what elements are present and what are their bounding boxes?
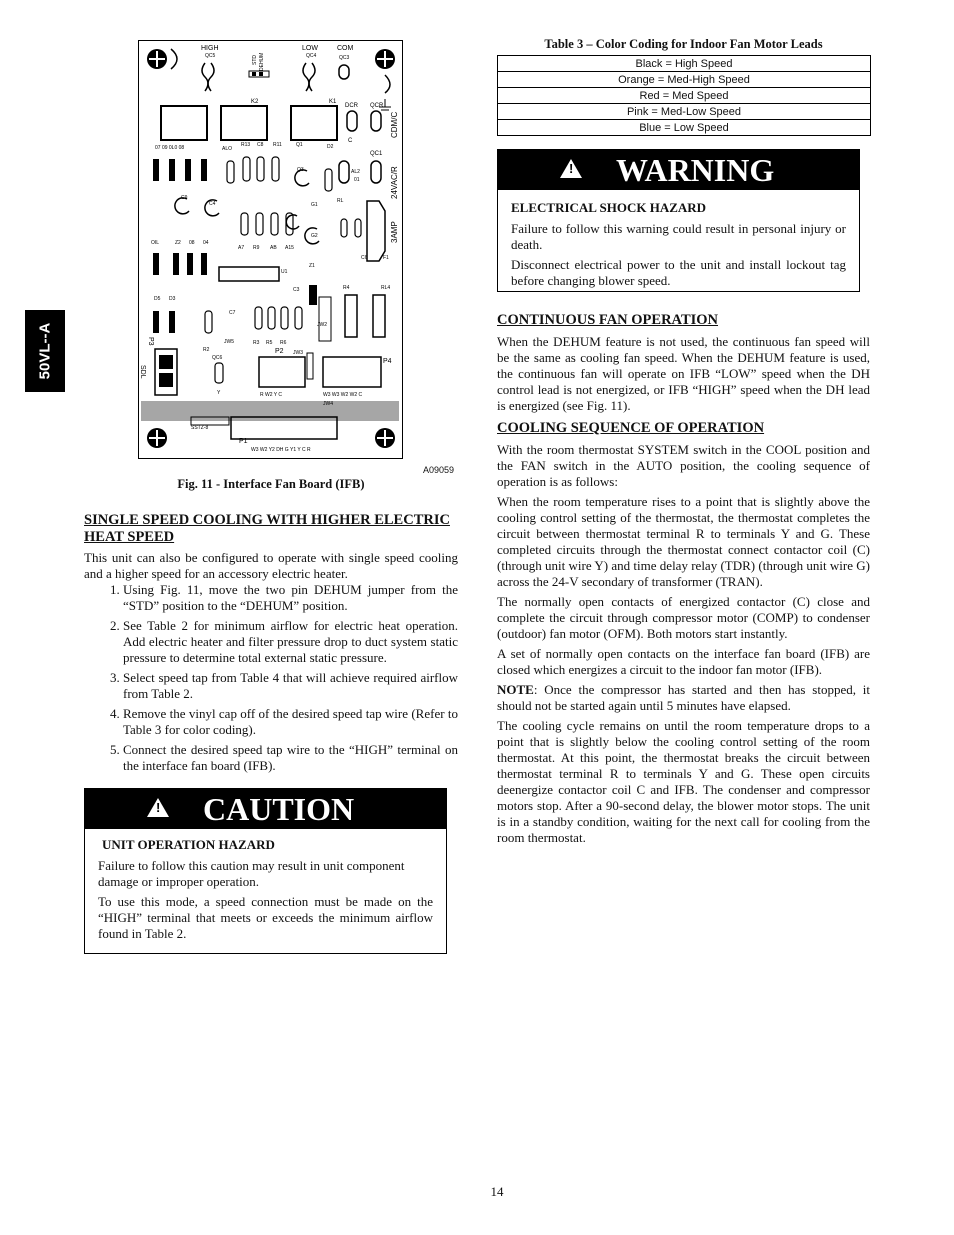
mount-hole-icon: [375, 49, 395, 93]
label-r3: R3: [253, 340, 260, 346]
table-cell: Orange = Med-High Speed: [498, 72, 871, 88]
step-item: 1. Using Fig. 11, move the two pin DEHUM jumper from the “STD” position to the “DEHUM” position.: [123, 582, 458, 614]
label-rl4: RL4: [381, 285, 391, 291]
note-para: [497, 682, 870, 714]
single-speed-heading: SINGLE SPEED COOLING WITH HIGHER ELECTRIC HEAT SPEED: [84, 512, 450, 545]
label-p1pins: W3 W2 Y2 DH G Y1 Y C R: [251, 447, 311, 453]
label-c6: C6: [361, 255, 368, 261]
label-com: COM: [337, 45, 354, 52]
table-row: [498, 88, 871, 104]
label-jw2: JW2: [317, 322, 327, 328]
label-a15: A15: [285, 245, 294, 251]
caution-hazard: UNIT OPERATION HAZARD: [102, 837, 275, 852]
label-toprow: 07 09 0L0 08: [155, 145, 185, 151]
cooling-heading: COOLING SEQUENCE OF OPERATION: [497, 420, 765, 436]
label-qc1: QC1: [370, 151, 383, 157]
figure-ifb: [138, 40, 403, 459]
label-low: LOW: [302, 45, 318, 52]
label-p3: P3: [147, 337, 154, 346]
table-cell: Blue = Low Speed: [498, 120, 871, 136]
label-qc5: QC5: [205, 53, 216, 59]
single-speed-steps: [84, 582, 458, 774]
label-qc4: QC4: [306, 53, 317, 59]
label-u1: U1: [281, 269, 288, 275]
table-title: Table 3 – Color Coding for Indoor Fan Motor Leads: [544, 37, 823, 51]
label-g2: G2: [311, 233, 318, 239]
label-r9: R9: [253, 245, 260, 251]
label-o1: 01: [354, 177, 360, 183]
label-r2: R2: [203, 347, 210, 353]
table-cell: Black = High Speed: [498, 56, 871, 72]
label-alo: ALO: [222, 146, 233, 152]
step-item: 4. Remove the vinyl cap off of the desired speed tap wire (Refer to Table 3 for color coding).: [123, 706, 458, 738]
cooling-final-para: The cooling cycle remains on until the room temperature drops to a point that is slightly below the cooling control setting of the room thermostat. At this point, the thermostat breaks the circuit between thermostat terminal R to terminals Y and G. These open circuits deenergize contactor coil C and IFB. The condenser and compressor motors stop. After a 90-second delay, the blower motor stops. The unit is in a standby condition, waiting for the next call for cooling from the room thermostat.: [497, 718, 870, 845]
warning-triangle-icon: !: [560, 159, 582, 178]
label-r6: R6: [280, 340, 287, 346]
mount-hole-icon: [147, 49, 177, 69]
label-rl: RL: [337, 198, 344, 204]
caution-text-2: To use this mode, a speed connection must be made on the “HIGH” terminal that meets or exceeds the minimum airflow found in Table 2.: [98, 894, 433, 941]
label-dehum: DEHUM: [259, 52, 265, 71]
note-text: : Once the compressor has started and then has stopped, it should not be started again until 5 minutes have elapsed.: [497, 682, 870, 713]
label-c9: C9: [181, 195, 188, 201]
label-g1: G1: [311, 202, 318, 208]
label-q3: Q3: [297, 167, 304, 173]
step-item: 2. See Table 2 for minimum airflow for electric heat operation. Add electric heater and filter pressure drop to duct system static pressure to determine total external static pressure.: [123, 618, 458, 666]
label-ab: AB: [270, 245, 277, 251]
label-d3: D3: [169, 296, 176, 302]
label-qc6: QC6: [212, 355, 223, 361]
label-sstz: SSTZ-8: [191, 425, 209, 431]
fan-heading: CONTINUOUS FAN OPERATION: [497, 312, 719, 328]
label-oil: OIL: [151, 240, 160, 246]
warning-box: [497, 149, 860, 292]
label-cdmc: CDM/C: [390, 111, 399, 138]
label-p2pins: R W2 Y C: [260, 392, 283, 398]
label-f1: F1: [383, 255, 389, 261]
caution-text-1: Failure to follow this caution may result in unit component damage or improper operation.: [98, 858, 405, 889]
caution-title: CAUTION: [203, 791, 355, 827]
fan-text: When the DEHUM feature is not used, the continuous fan speed will be the same as cooling fan speed. When the DEHUM feature is used, the continuous fan will operate on IFB “LOW” speed when the DH control lead is not energized, or IFB “HIGH” speed when the DH lead is energized (see Fig. 11).: [497, 334, 870, 413]
label-amp: 3AMP: [390, 221, 399, 243]
table-row: [498, 56, 871, 72]
page-number: 14: [490, 1184, 504, 1199]
label-y: Y: [217, 390, 221, 396]
table-cell: Pink = Med-Low Speed: [498, 104, 871, 120]
label-p4pins: W3 W3 W2 W2 C: [323, 392, 363, 398]
cooling-para: With the room thermostat SYSTEM switch in the COOL position and the FAN switch in the AUTO position, the cooling sequence of operation is as follows:: [497, 442, 870, 489]
label-c7: C7: [229, 310, 236, 316]
label-q1: Q1: [296, 142, 303, 148]
label-std: STD: [252, 55, 258, 65]
label-d5: D5: [154, 296, 161, 302]
side-tab: [25, 310, 65, 392]
label-al2: AL2: [351, 169, 360, 175]
label-qc3: QC3: [339, 55, 350, 61]
mount-hole-icon: [375, 428, 395, 448]
single-speed-intro: This unit can also be configured to operate with single speed cooling and a higher speed for an accessory electric heater.: [84, 550, 458, 581]
label-p1: P1: [239, 438, 248, 445]
label-d2: D2: [327, 144, 334, 150]
color-coding-table: [497, 55, 871, 136]
cooling-para: The normally open contacts of energized contactor (C) close and complete the circuit through compressor motor (COMP) to condenser (outdoor) fan motor (OFM). Both motors start instantly.: [497, 594, 870, 641]
label-c4: C4: [209, 201, 216, 207]
label-r13: R13: [241, 142, 251, 148]
table-row: [498, 104, 871, 120]
label-r5: R5: [266, 340, 273, 346]
label-z1: Z1: [309, 263, 315, 269]
label-vac: 24VAC/R: [390, 166, 399, 199]
label-dcr: DCR: [345, 103, 358, 109]
warning-title: WARNING: [616, 152, 775, 188]
label-jw3: JW3: [293, 350, 303, 356]
label-r11: R11: [273, 142, 282, 148]
figure-code: A09059: [423, 465, 455, 475]
cooling-para: When the room temperature rises to a point that is slightly above the cooling control setting of the thermostat, the thermostat completes the circuit between thermostat terminal R to terminals Y and G. These completed circuits through the thermostat connect contactor coil (C) (through unit wire Y) and time delay relay (TDR) (through unit wire G) across the 24-V secondary of transformer (TRAN).: [497, 494, 870, 589]
label-a7: A7: [238, 245, 245, 251]
table-row: [498, 72, 871, 88]
warning-hazard: ELECTRICAL SHOCK HAZARD: [511, 200, 707, 215]
mount-hole-icon: [147, 428, 167, 448]
label-k1: K1: [329, 99, 337, 105]
table-row: [498, 120, 871, 136]
label-jw4: JW4: [323, 401, 333, 407]
figure-caption: Fig. 11 - Interface Fan Board (IFB): [177, 477, 365, 491]
step-item: 5. Connect the desired speed tap wire to the “HIGH” terminal on the interface fan board (IFB).: [123, 742, 458, 774]
label-k2: K2: [251, 99, 259, 105]
label-high: HIGH: [201, 45, 219, 52]
single-speed-section: [84, 512, 458, 778]
label-p4: P4: [383, 358, 392, 365]
note-label: NOTE: [497, 682, 534, 697]
caution-bar: [85, 789, 446, 829]
cooling-para: A set of normally open contacts on the interface fan board (IFB) are closed which energizes a circuit to the indoor fan motor (IFB).: [497, 646, 870, 677]
label-qcr: QCR: [370, 103, 384, 109]
warning-text-2: Disconnect electrical power to the unit and install lockout tag before changing blower speed.: [511, 257, 846, 288]
operation-section: [497, 312, 870, 850]
warning-triangle-icon: !: [147, 798, 169, 817]
label-z2: Z2: [175, 240, 181, 246]
step-item: 3. Select speed tap from Table 4 that will achieve required airflow from Table 2.: [123, 670, 458, 702]
label-sdl: SDL: [139, 365, 146, 379]
warning-bar: [498, 150, 859, 190]
label-jw5: JW5: [224, 339, 234, 345]
ifb-diagram: [139, 41, 402, 458]
label-c: C: [348, 138, 353, 144]
label-c3: C3: [293, 287, 300, 293]
label-r4: R4: [343, 285, 350, 291]
label-p2: P2: [275, 348, 284, 355]
warning-text-1: Failure to follow this warning could result in personal injury or death.: [511, 221, 846, 252]
caution-box: [84, 788, 447, 954]
label-o4: 04: [203, 240, 209, 246]
terminal-strip: [141, 401, 399, 421]
label-o8: 08: [189, 240, 195, 246]
side-tab-label: 50VL--A: [36, 322, 54, 380]
label-c8: C8: [257, 142, 264, 148]
table-cell: Red = Med Speed: [498, 88, 871, 104]
